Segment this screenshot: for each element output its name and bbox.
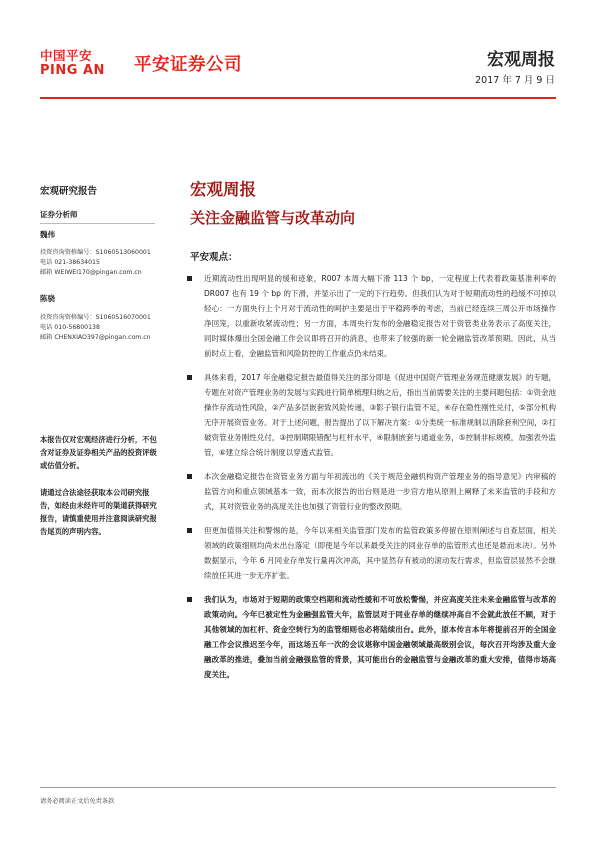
sidebar-divider xyxy=(40,223,155,224)
report-type: 宏观周报 xyxy=(487,50,555,70)
square-bullet-icon xyxy=(187,276,192,281)
list-item-text: 我们认为，市场对于短期的政策空档期和流动性缓和不可放松警惕，并应高度关注未来金融监管与改革的政策动向。今年已被定性为金融强监管大年，监管层对于同业存单的继续冲高自不会就此放任不顾，对于其他领域的加杠杆、资金空转行为的监管细则也必将陆续出台。此外，原本传言本年将提前召开的全国金融工作会议推迟至今年，而这场五年一次的会议堪称中国金融领域最高级别会议，每次召开均涉及重大金融改革的推进，叠加当前金融强监管的背景，其可能出台的金融监管与金融改革的重大安排，值得市场高度关注。 xyxy=(204,595,556,679)
logo-company-name: 平安证券公司 xyxy=(134,55,242,75)
analyst-license: 投资咨询资格编号：S1060516070001 xyxy=(40,314,151,321)
list-item-text: 本次金融稳定报告在资管业务方面与年初流出的《关于规范金融机构资产管理业务的指导意见》内审稿的监管方向和重点领域基本一致，而本次报告的出台则是进一步官方地从原则上阐释了未来监管的手段和方式，其对资管业务的高度关注也加强了资管行业的整改预期。 xyxy=(204,472,556,511)
logo-english-text: PING AN xyxy=(40,63,105,78)
analyst-email: 邮箱 CHENXIAO397@pingan.com.cn xyxy=(40,334,151,341)
list-item-text: 近期流动性出现明显的缓和迹象，R007 本周大幅下滑 113 个 bp，一定程度上代表着政策基准利率的 DR007 也有 19 个 bp 的下滑，并显示出了一定的下行趋势。但我们认为对于短期流动性的趋缓不可掉以轻心：一方面央行上个月对于流动性的呵护主要是出于平稳跨季的考虑，当前已经连续三周公开市场操作净回笼，以重新收紧流动性；另一方面，本周央行发布的金融稳定报告对于资管类业务表示了高度关注，同时媒体爆出全国金融工作会议即将召开的消息，也带来了较强的新一轮金融监管改革预期。因此，从当前时点上看，金融监管和风险防控的工作重点仍未结束。 xyxy=(204,274,556,358)
footer-divider xyxy=(40,787,556,788)
report-access-disclaimer: 请通过合法途径获取本公司研究报告，如经由未经许可的渠道获得研究报告，请慎重使用并注意阅读研究报告尾页的声明内容。 xyxy=(40,488,157,536)
analyst-phone: 电话 010-56800138 xyxy=(40,324,100,331)
analysis-scope-disclaimer: 本报告仅对宏观经济进行分析，不包含对证券及证券相关产品的投资评级或估值分析。 xyxy=(40,435,157,470)
list-item-text: 但更加值得关注和警惕的是，今年以来相关监管部门发布的监管政策多停留在原则阐述与自查层面，相关领域的政策细则均尚未出台落定（即使是今年以来最受关注的同业存单的监管形式也还是悬而未决）。另外数据显示，今年 6 月同业存单发行量再次冲高，其中显然存有被动的滚动发行需求，但监管层显然不会继续放任其进一步无序扩张。 xyxy=(204,526,556,580)
analyst-name: 魏伟 xyxy=(40,230,55,239)
sidebar-section-title: 宏观研究报告 xyxy=(40,186,98,197)
square-bullet-icon xyxy=(187,528,192,533)
list-item xyxy=(187,592,556,682)
report-date: 2017 年 7 月 9 日 xyxy=(475,75,555,86)
analyst-heading: 证券分析师 xyxy=(40,210,78,219)
square-bullet-icon xyxy=(187,597,192,602)
viewpoint-label: 平安观点： xyxy=(190,252,238,263)
square-bullet-icon xyxy=(187,375,192,380)
analyst-license: 投资咨询资格编号：S1060513060001 xyxy=(40,249,151,256)
list-item-text: 具体来看，2017 年金融稳定报告最值得关注的部分即是《促进中国资产管理业务规范健康发展》的专题，专题在对资产管理业务的发展与实践进行简单梳理归纳之后，指出当前需要关注的主要问题包括：①资金池操作存流动性风险，②产品多层嵌套致风险传递，③影子银行监管不足，④存在隐性刚性兑付，⑤部分机构无序开展资管业务。对于上述问题，报告提出了以下解决方案：①分类统一标准规制以消除套利空间，②打破资管业务刚性兑付，③控制期限错配与杠杆水平，④限制嵌套与通道业务，⑤控制非标规模，加强表外监管，⑥建立综合统计制度以穿透式监管。 xyxy=(204,373,556,457)
list-item xyxy=(187,370,556,460)
list-item xyxy=(187,469,556,514)
square-bullet-icon xyxy=(187,474,192,479)
analyst-email: 邮箱 WEIWEI170@pingan.com.cn xyxy=(40,269,142,276)
list-item xyxy=(187,523,556,583)
header-divider xyxy=(40,97,556,99)
page-title: 宏观周报 xyxy=(190,180,256,199)
analyst-phone: 电话 021-38634015 xyxy=(40,259,100,266)
analyst-name: 陈骁 xyxy=(40,294,55,303)
logo-chinese-text: 中国平安 xyxy=(40,48,93,63)
footer-disclaimer: 请务必阅读正文后免责条款 xyxy=(40,798,115,805)
viewpoint-list xyxy=(187,271,556,691)
list-item xyxy=(187,271,556,361)
page-subtitle: 关注金融监管与改革动向 xyxy=(190,209,356,227)
